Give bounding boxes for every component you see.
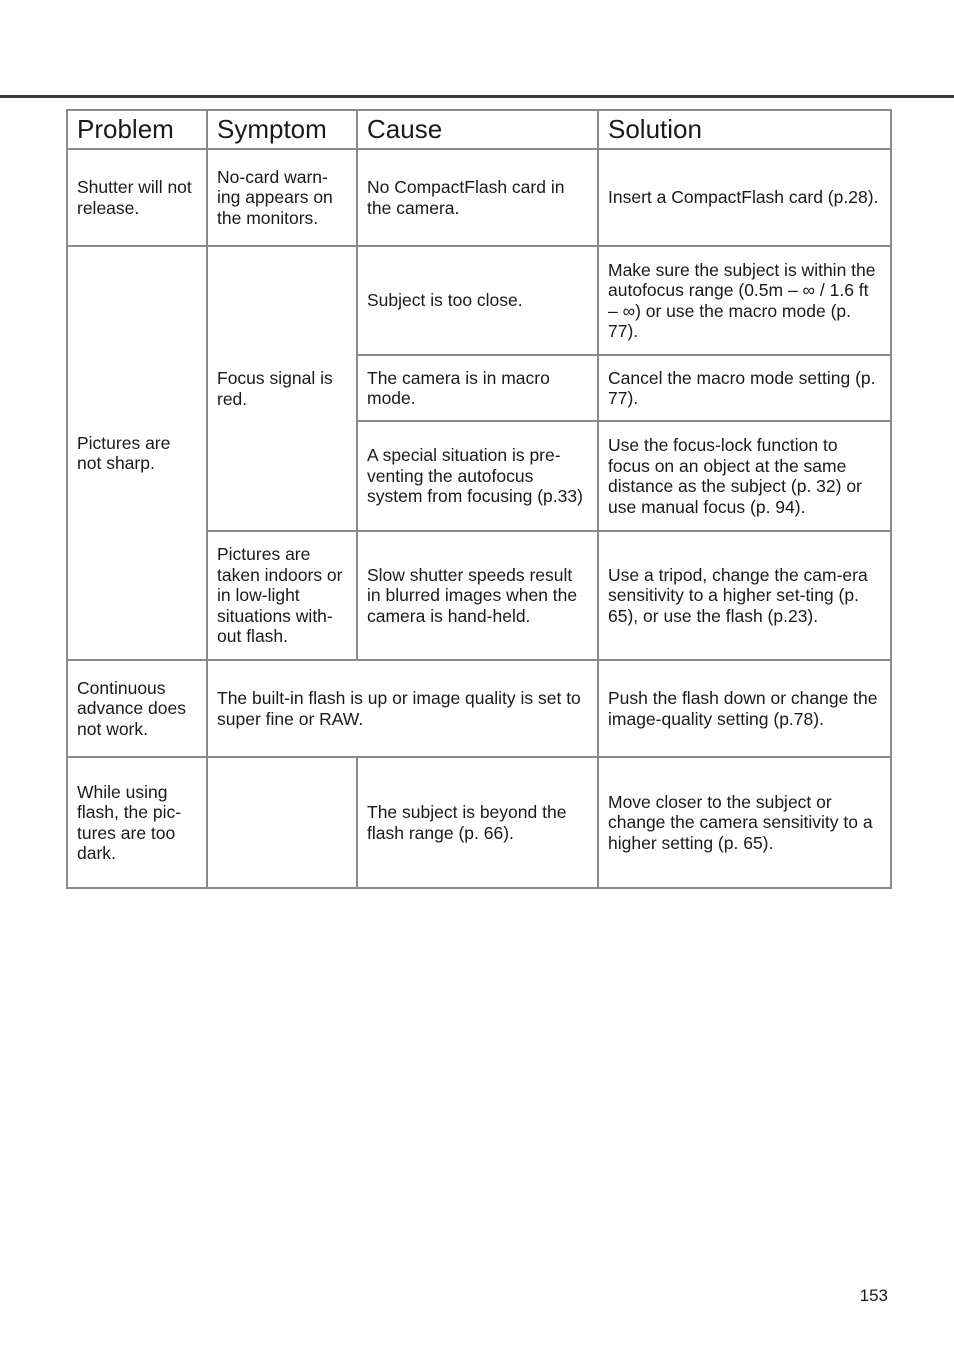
top-rule [0,95,954,98]
problem-cell: While using flash, the pic-tures are too dark. [67,757,207,888]
cause-cell: A special situation is pre-venting the autofocus system from focusing (p.33) [357,421,598,531]
solution-cell: Push the flash down or change the image-quality setting (p.78). [598,660,891,757]
header-problem: Problem [67,110,207,149]
header-symptom: Symptom [207,110,357,149]
header-solution: Solution [598,110,891,149]
table-row [67,149,891,246]
problem-cell: Pictures are not sharp. [67,246,207,660]
symptom-cell: No-card warn-ing appears on the monitors. [207,149,357,246]
solution-cell: Insert a CompactFlash card (p.28). [598,149,891,246]
symptom-cell: Focus signal is red. [207,246,357,531]
cause-cell: The built-in flash is up or image quality is set to super fine or RAW. [207,660,598,757]
solution-cell: Move closer to the subject or change the camera sensitivity to a higher setting (p. 65). [598,757,891,888]
cause-cell: Slow shutter speeds result in blurred images when the camera is hand-held. [357,531,598,660]
cause-cell: The subject is beyond the flash range (p. 66). [357,757,598,888]
symptom-cell: Pictures are taken indoors or in low-light situations with-out flash. [207,531,357,660]
problem-cell: Shutter will not release. [67,149,207,246]
header-cause: Cause [357,110,598,149]
page-number: 153 [859,1286,888,1305]
table-row [67,246,891,355]
cause-cell: Subject is too close. [357,246,598,355]
troubleshooting-table [66,109,892,889]
solution-cell: Use a tripod, change the cam-era sensitivity to a higher set-ting (p. 65), or use the flash (p.23). [598,531,891,660]
solution-cell: Cancel the macro mode setting (p. 77). [598,355,891,421]
solution-cell: Use the focus-lock function to focus on an object at the same distance as the subject (p. 32) or use manual focus (p. 94). [598,421,891,531]
table-row [67,757,891,888]
problem-cell: Continuous advance does not work. [67,660,207,757]
symptom-cell [207,757,357,888]
header-row [67,110,891,149]
cause-cell: No CompactFlash card in the camera. [357,149,598,246]
solution-cell: Make sure the subject is within the autofocus range (0.5m – ∞ / 1.6 ft – ∞) or use the macro mode (p. 77). [598,246,891,355]
table-row [67,660,891,757]
cause-cell: The camera is in macro mode. [357,355,598,421]
